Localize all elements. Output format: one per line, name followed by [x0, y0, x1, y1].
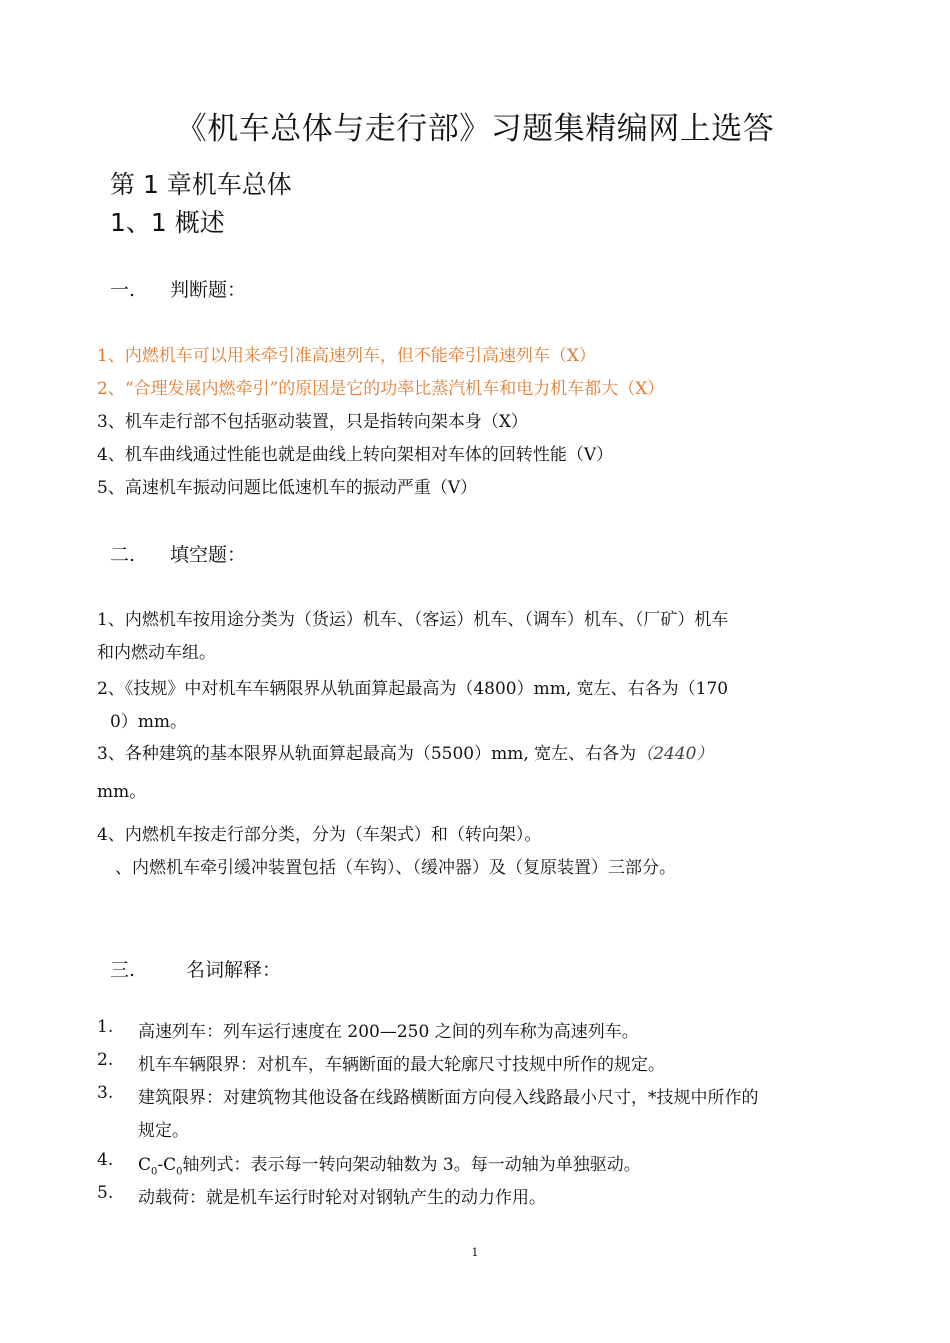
fill-item-1-line-1: 1、内燃机车按用途分类为（货运）机车、（客运）机车、（调车）机车、（厂矿）机车: [97, 610, 729, 630]
fill-item-1-line-2: 和内燃动车组。: [97, 643, 216, 663]
fill-item-4: 4、内燃机车按走行部分类，分为（车架式）和（转向架）。: [97, 825, 542, 845]
axle-dash: -: [157, 1155, 164, 1175]
judge-heading: [110, 275, 246, 302]
term-text: [138, 1150, 641, 1177]
fill-heading: [110, 540, 246, 567]
term-text: 机车车辆限界：对机车，车辆断面的最大轮廓尺寸技规中所作的规定。: [138, 1055, 665, 1075]
fill-item-3-line-1: [97, 739, 713, 764]
section-heading: 1、1 概述: [110, 208, 225, 237]
judge-item-4: 4、机车曲线通过性能也就是曲线上转向架相对车体的回转性能（V）: [97, 445, 614, 465]
judge-heading-number: 一.: [110, 279, 136, 301]
judge-item-3: 3、机车走行部不包括驱动装置，只是指转向架本身（X）: [97, 412, 528, 432]
document-title: 《机车总体与走行部》习题集精编网上选答: [175, 111, 775, 147]
fill-item-2-line-2: 0）mm。: [110, 712, 188, 732]
judge-heading-label: 判断题：: [170, 279, 247, 301]
fill-heading-number: 二.: [110, 544, 136, 566]
judge-item-2: 2、“合理发展内燃牵引”的原因是它的功率比蒸汽机车和电力机车都大（X）: [97, 379, 665, 399]
fill-item-5: 、内燃机车牵引缓冲装置包括（车钩）、（缓冲器）及（复原装置）三部分。: [115, 858, 676, 878]
fill-heading-label: 填空题：: [170, 544, 247, 566]
judge-item-1: 1、内燃机车可以用来牵引准高速列车，但不能牵引高速列车（X）: [97, 346, 596, 366]
axle-c: C: [138, 1155, 152, 1175]
term-text: 动载荷：就是机车运行时轮对对钢轨产生的动力作用。: [138, 1188, 546, 1208]
term-number: 5.: [97, 1183, 114, 1203]
term-number: 1.: [97, 1017, 114, 1037]
terms-heading-label: 名词解释：: [186, 959, 282, 981]
term-number: 3.: [97, 1083, 114, 1103]
terms-heading-number: 三.: [110, 959, 136, 981]
judge-item-5: 5、高速机车振动问题比低速机车的振动严重（V）: [97, 478, 478, 498]
terms-heading: [110, 955, 281, 982]
term-text-continued: 规定。: [138, 1121, 189, 1141]
axle-c-2: C: [163, 1155, 177, 1175]
axle-definition: 轴列式：表示每一转向架动轴数为 3。每一动轴为单独驱动。: [182, 1155, 641, 1175]
chapter-heading: 第 1 章机车总体: [110, 170, 292, 199]
fill-item-2-line-1: 2、《技规》中对机车车辆限界从轨面算起最高为（4800）mm, 宽左、右各为（170: [97, 679, 729, 699]
fill-item-3-line-2: mm。: [97, 782, 147, 802]
page-number: 1: [471, 1246, 479, 1259]
term-number: 2.: [97, 1050, 114, 1070]
axle-subscript: 0: [151, 1166, 158, 1178]
fill-item-3-text: 3、各种建筑的基本限界从轨面算起最高为（5500）mm, 宽左、右各为: [97, 744, 637, 764]
term-text: 高速列车：列车运行速度在 200—250 之间的列车称为高速列车。: [138, 1022, 639, 1042]
term-text: 建筑限界：对建筑物其他设备在线路横断面方向侵入线路最小尺寸，*技规中所作的: [138, 1088, 759, 1108]
term-number: 4.: [97, 1150, 114, 1170]
fill-item-3-answer: （2440）: [636, 744, 714, 764]
axle-subscript-2: 0: [176, 1166, 183, 1178]
